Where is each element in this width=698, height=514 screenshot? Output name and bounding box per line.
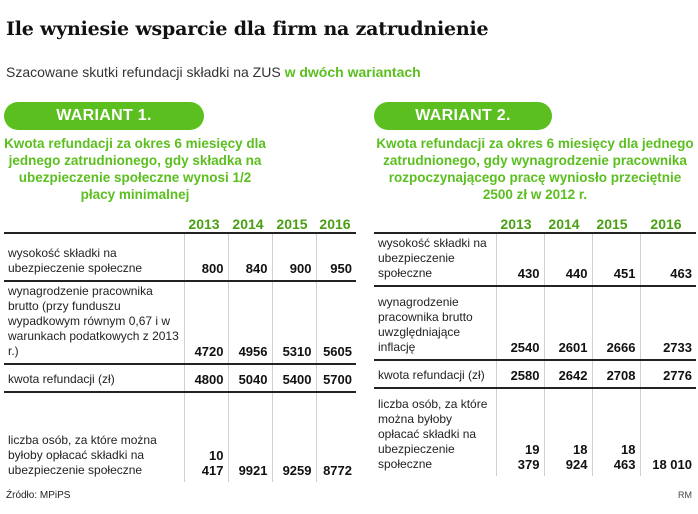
variant-1-year-header xyxy=(4,214,356,232)
row-label: wysokość składki na ubezpieczenie społeczne xyxy=(374,233,496,286)
table-cell: 18 463 xyxy=(592,388,640,476)
year-header: 2015 xyxy=(276,216,308,232)
table-cell: 10 417 xyxy=(184,392,228,482)
subtitle xyxy=(6,64,421,80)
row-label: wynagrodzenie pracownika brutto (przy funduszu wypadkowym równym 0,67 i w warunkach podatkowych z 2013 r.) xyxy=(4,281,184,364)
subtitle-highlight: w dwóch wariantach xyxy=(284,64,421,80)
table-cell: 8772 xyxy=(316,392,356,482)
table-cell: 2733 xyxy=(640,286,696,360)
year-header: 2015 xyxy=(596,216,628,232)
table-cell: 4800 xyxy=(184,364,228,392)
subtitle-text: Szacowane skutki refundacji składki na ZUS xyxy=(6,64,281,80)
table-cell: 440 xyxy=(544,233,592,286)
year-header: 2016 xyxy=(650,216,682,232)
table-cell: 900 xyxy=(272,233,316,281)
row-label: wynagrodzenie pracownika brutto uwzględniające inflację xyxy=(374,286,496,360)
year-header: 2014 xyxy=(232,216,264,232)
table-cell: 2708 xyxy=(592,360,640,388)
table-cell: 950 xyxy=(316,233,356,281)
page-title: Ile wyniesie wsparcie dla firm na zatrudnienie xyxy=(6,18,489,40)
year-header: 2013 xyxy=(188,216,220,232)
table-cell: 19 379 xyxy=(496,388,544,476)
table-cell: 18 924 xyxy=(544,388,592,476)
year-header: 2013 xyxy=(500,216,532,232)
variant-2-year-header xyxy=(374,214,696,232)
row-label: liczba osób, za które można byłoby opłacać składki na ubezpieczenie społeczne xyxy=(378,397,488,471)
row-label: kwota refundacji (zł) xyxy=(4,364,184,392)
table-cell: 430 xyxy=(496,233,544,286)
table-row xyxy=(4,364,356,392)
variant-2-table xyxy=(374,232,696,476)
table-cell: 451 xyxy=(592,233,640,286)
table-cell: 2601 xyxy=(544,286,592,360)
table-cell: 2580 xyxy=(496,360,544,388)
variant-2-badge: WARIANT 2. xyxy=(374,102,552,130)
author-credit: RM xyxy=(678,490,692,500)
table-row xyxy=(4,233,356,281)
table-row xyxy=(374,233,696,286)
table-row xyxy=(374,360,696,388)
table-cell: 5700 xyxy=(316,364,356,392)
table-cell: 2540 xyxy=(496,286,544,360)
table-cell: 5605 xyxy=(316,281,356,364)
table-cell: 4720 xyxy=(184,281,228,364)
table-cell: 4956 xyxy=(228,281,272,364)
variant-1-badge: WARIANT 1. xyxy=(4,102,204,130)
row-label: liczba osób, za które można byłoby opłacać składki na ubezpieczenie społeczne xyxy=(8,433,157,477)
variant-1-table xyxy=(4,232,356,482)
variant-2-description: Kwota refundacji za okres 6 miesięcy dla jednego zatrudnionego, gdy wynagrodzenie pracownika rozpoczynającego pracę wyniosło przeciętnie 2500 zł w 2012 r. xyxy=(376,136,694,202)
table-cell: 2666 xyxy=(592,286,640,360)
variant-1-description: Kwota refundacji za okres 6 miesięcy dla jednego zatrudnionego, gdy składka na ubezpieczenie społeczne wynosi 1/2 płacy minimalnej xyxy=(4,136,266,202)
table-row xyxy=(374,286,696,360)
table-cell: 18 010 xyxy=(640,388,696,476)
row-label: kwota refundacji (zł) xyxy=(374,360,496,388)
table-cell: 463 xyxy=(640,233,696,286)
row-label: wysokość składki na ubezpieczenie społeczne xyxy=(4,233,184,281)
source-note: Źródło: MPiPS xyxy=(6,490,71,501)
table-cell: 800 xyxy=(184,233,228,281)
table-cell: 5400 xyxy=(272,364,316,392)
table-cell: 5310 xyxy=(272,281,316,364)
table-cell: 2642 xyxy=(544,360,592,388)
table-cell: 840 xyxy=(228,233,272,281)
table-cell: 9921 xyxy=(228,392,272,482)
year-header: 2016 xyxy=(319,216,351,232)
table-row xyxy=(374,388,696,476)
table-cell: 2776 xyxy=(640,360,696,388)
table-row xyxy=(4,281,356,364)
table-cell: 5040 xyxy=(228,364,272,392)
table-cell: 9259 xyxy=(272,392,316,482)
year-header: 2014 xyxy=(548,216,580,232)
table-row xyxy=(4,392,356,482)
